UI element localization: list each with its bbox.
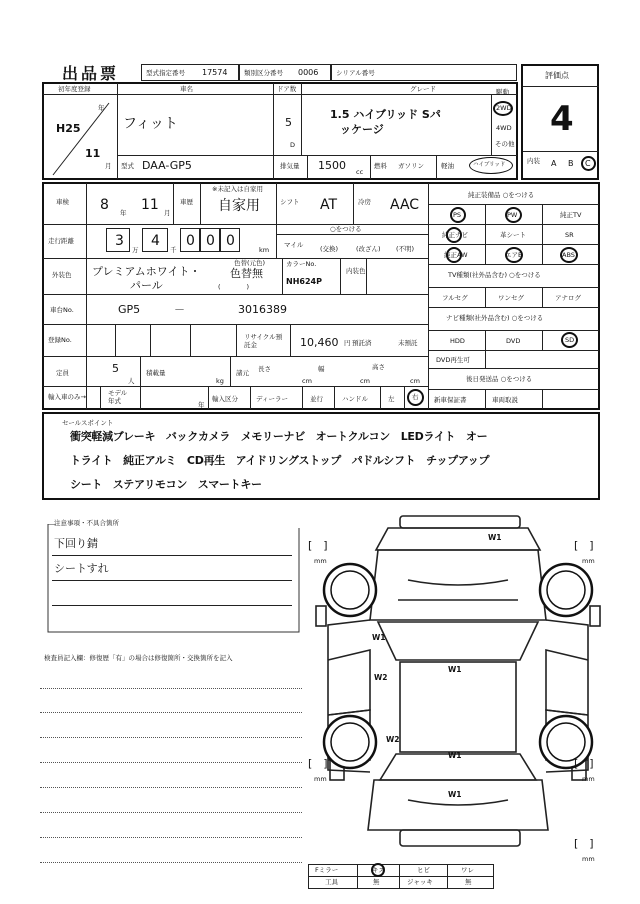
inspection-month: 11 bbox=[141, 197, 159, 213]
model-year-unit: 年 bbox=[198, 401, 205, 409]
damage-rear-panel: W1 bbox=[448, 751, 462, 760]
opt-aw: 純正AW bbox=[444, 251, 468, 259]
sales-line-1: 衝突軽減ブレーキ バックカメラ メモリーナビ オートクルコン LEDライト オー bbox=[70, 430, 488, 443]
chassis-prefix: GP5 bbox=[118, 303, 141, 316]
mm-bottom-right: mm bbox=[582, 855, 595, 863]
damage-left-rear: W2 bbox=[386, 735, 400, 744]
nav-dvd: DVD bbox=[506, 337, 521, 345]
class-number-box bbox=[239, 64, 331, 81]
damage-left-door: W2 bbox=[374, 673, 388, 682]
first-reg-month: 11 bbox=[85, 147, 101, 160]
inspection-label: 車検 bbox=[56, 198, 69, 206]
type-number-label: 型式指定番号 bbox=[146, 69, 185, 77]
interior-label: 内装 bbox=[527, 157, 540, 165]
first-reg-era: H25 bbox=[56, 122, 81, 135]
width-cm: cm bbox=[360, 377, 370, 385]
mm-rear-right: mm bbox=[582, 775, 595, 783]
tv-title: TV種類(社外品含む) ○をつける bbox=[448, 271, 541, 279]
tv-fullseg: フルセグ bbox=[442, 294, 468, 302]
dvd-playback: DVD再生可 bbox=[436, 356, 470, 364]
inspector-label: 検査員記入欄：修復歴「有」の場合は修復箇所・交換箇所を記入 bbox=[44, 654, 233, 662]
first-reg-year-suffix: 年 bbox=[98, 104, 105, 112]
damage-front-bumper: W1 bbox=[488, 533, 502, 542]
car-diagram bbox=[308, 510, 608, 860]
tv-analog: アナログ bbox=[555, 294, 581, 302]
width-label: 幅 bbox=[318, 365, 325, 373]
serial-label: シリアル番号 bbox=[336, 69, 375, 77]
repaint-paren: ( ) bbox=[218, 283, 250, 291]
mirror-tools-table bbox=[308, 864, 494, 889]
usage-label: 車歴 bbox=[180, 198, 193, 206]
ext-color-label: 外装色 bbox=[52, 271, 72, 279]
bracket-front-left: [ ] bbox=[308, 539, 328, 552]
door-d: D bbox=[290, 141, 296, 149]
length-cm: cm bbox=[302, 377, 312, 385]
mile-label: マイル bbox=[284, 241, 304, 249]
height-cm: cm bbox=[410, 377, 420, 385]
mirror-crack: ヒビ bbox=[417, 866, 430, 874]
mileage-label: 走行距離 bbox=[48, 237, 74, 245]
mile-option-1: (交換) bbox=[320, 245, 339, 253]
first-reg-month-suffix: 月 bbox=[105, 162, 112, 170]
capacity-label: 定員 bbox=[56, 369, 69, 377]
fuel-gasoline: ガソリン bbox=[398, 162, 424, 170]
after-warranty: 新車保証書 bbox=[434, 396, 467, 404]
bracket-rear-right: [ ] bbox=[574, 757, 594, 770]
car-name: フィット bbox=[123, 116, 178, 132]
ext-color-line2: パール bbox=[130, 279, 163, 292]
mileage-digit-5: 0 bbox=[220, 228, 240, 252]
fuel-diesel: 軽油 bbox=[441, 162, 454, 170]
damage-left-fender: W1 bbox=[372, 633, 386, 642]
mm-front-right: mm bbox=[582, 557, 595, 565]
mirror-scratch: キズ bbox=[372, 866, 385, 874]
chassis-number: 3016389 bbox=[238, 303, 287, 316]
recycle-amount: 10,460 bbox=[300, 336, 339, 349]
recycle-yen: 円 bbox=[344, 339, 351, 347]
model-label: 型式 bbox=[121, 162, 134, 170]
mileage-digit-1: 3 bbox=[106, 228, 130, 252]
recycle-label: リサイクル預託金 bbox=[244, 333, 283, 350]
registration-label: 登録No. bbox=[48, 336, 72, 344]
mileage-unit-sen: 千 bbox=[170, 246, 177, 254]
opt-sr: SR bbox=[565, 231, 574, 239]
note-item-1: 下回り錆 bbox=[54, 537, 98, 550]
class-number-label: 類別区分番号 bbox=[244, 69, 283, 77]
grade-line1: 1.5 ハイブリッド Sパ bbox=[330, 108, 441, 121]
serial-box bbox=[331, 64, 517, 81]
mile-option-3: (不明) bbox=[396, 245, 415, 253]
color-no: NH624P bbox=[286, 277, 322, 286]
shift-value: AT bbox=[320, 197, 338, 213]
import-label: 輸入車のみ→ bbox=[48, 393, 86, 401]
score-value: 4 bbox=[550, 99, 574, 139]
sales-line-2: トライト 純正アルミ CD再生 アイドリングストップ パドルシフト チップアップ bbox=[70, 454, 490, 467]
note-item-2: シートすれ bbox=[54, 562, 109, 575]
form-title: 出品票 bbox=[62, 64, 120, 83]
length-label: 長さ bbox=[258, 365, 271, 373]
grade-line2: ッケージ bbox=[340, 123, 384, 136]
damage-rear-bumper: W1 bbox=[448, 790, 462, 799]
interior-c: C bbox=[585, 159, 591, 168]
inspection-year: 8 bbox=[100, 197, 109, 213]
mileage-km: km bbox=[259, 246, 270, 254]
handle-left: 左 bbox=[388, 395, 395, 403]
mileage-digit-2: 4 bbox=[142, 228, 168, 252]
score-box bbox=[521, 64, 599, 180]
displacement-label: 排気量 bbox=[280, 162, 300, 170]
opt-ps: PS bbox=[453, 211, 462, 219]
import-type-label: 輸入区分 bbox=[212, 395, 238, 403]
bracket-bottom-right: [ ] bbox=[574, 837, 594, 850]
ext-color-line1: プレミアムホワイト・ bbox=[92, 265, 201, 278]
load-kg: kg bbox=[216, 377, 224, 385]
jack-label: ジャッキ bbox=[407, 878, 433, 886]
repaint-value: 色替無 bbox=[230, 267, 263, 280]
drive-other: その他 bbox=[495, 140, 515, 148]
usage-value: 自家用 bbox=[218, 198, 260, 214]
type-number-box bbox=[141, 64, 239, 81]
first-reg-label: 初年度登録 bbox=[58, 85, 91, 93]
tools-value: 無 bbox=[373, 878, 380, 886]
inspection-year-suffix: 年 bbox=[120, 209, 127, 217]
f-mirror-label: Fミラー bbox=[315, 866, 339, 874]
import-dealer: ディーラー bbox=[256, 395, 288, 403]
nav-hdd: HDD bbox=[450, 337, 465, 345]
nav-title: ナビ種類(社外品含む) ○をつける bbox=[446, 314, 544, 322]
circle-note: ○をつける bbox=[330, 225, 362, 233]
ac-value: AAC bbox=[390, 197, 420, 213]
tv-oneseg: ワンセグ bbox=[498, 294, 524, 302]
inspection-month-suffix: 月 bbox=[164, 209, 171, 217]
chassis-dash: － bbox=[174, 303, 185, 316]
fuel-hybrid: ハイブリッド bbox=[473, 162, 506, 168]
after-title: 後日発送品 ○をつける bbox=[466, 375, 533, 383]
sales-label: セールスポイント bbox=[62, 419, 114, 427]
mm-rear-left: mm bbox=[314, 775, 327, 783]
cc-unit: cc bbox=[356, 168, 364, 176]
drive-4wd: 4WD bbox=[496, 124, 512, 132]
repaint-label: 色替(元色) bbox=[234, 259, 266, 267]
capacity-unit: 人 bbox=[128, 377, 135, 385]
recycle-unpaid: 未預託 bbox=[398, 339, 418, 347]
interior-a: A bbox=[551, 159, 557, 168]
damage-roof: W1 bbox=[448, 665, 462, 674]
handle-label: ハンドル bbox=[342, 395, 368, 403]
color-no-label: カラーNo. bbox=[286, 260, 317, 268]
bracket-front-right: [ ] bbox=[574, 539, 594, 552]
model-year-label: モデル年式 bbox=[108, 389, 128, 405]
mileage-digit-3: 0 bbox=[180, 228, 200, 252]
car-name-label: 車名 bbox=[180, 85, 193, 93]
opt-pw: PW bbox=[507, 211, 518, 219]
ac-label: 冷房 bbox=[358, 198, 371, 206]
doors-label: ドア数 bbox=[277, 85, 297, 93]
fuel-label: 燃料 bbox=[374, 162, 387, 170]
chassis-label: 車台No. bbox=[50, 306, 74, 314]
mm-front-left: mm bbox=[314, 557, 327, 565]
displacement-value: 1500 bbox=[318, 159, 346, 172]
tools-label: 工具 bbox=[325, 878, 338, 886]
height-label: 高さ bbox=[372, 363, 385, 371]
after-manual: 車両取説 bbox=[492, 396, 518, 404]
notes-label: 注意事項・不具合箇所 bbox=[54, 519, 119, 527]
mile-option-2: (改ざん) bbox=[356, 245, 381, 253]
jack-value: 無 bbox=[465, 878, 472, 886]
interior-b: B bbox=[568, 159, 574, 168]
opt-leather: 革シート bbox=[500, 231, 526, 239]
doors-value: 5 bbox=[285, 116, 292, 129]
recycle-paid: 預託済 bbox=[352, 339, 372, 347]
opt-abs: ABS bbox=[562, 251, 575, 259]
grade-label: グレード bbox=[410, 85, 436, 93]
model-value: DAA-GP5 bbox=[142, 159, 192, 172]
drive-label: 駆動 bbox=[496, 88, 509, 96]
dims-label: 諸元 bbox=[236, 369, 249, 377]
bracket-rear-left: [ ] bbox=[308, 757, 328, 770]
opt-tv: 純正TV bbox=[560, 211, 582, 219]
handle-right: 右 bbox=[412, 393, 419, 401]
type-number: 17574 bbox=[202, 68, 228, 77]
shift-label: シフト bbox=[280, 198, 300, 206]
drive-2wd: 2WD bbox=[496, 104, 512, 112]
load-label: 積載量 bbox=[146, 369, 166, 377]
capacity-value: 5 bbox=[112, 362, 119, 375]
class-number: 0006 bbox=[298, 68, 319, 77]
nav-sd: SD bbox=[565, 336, 575, 344]
sales-line-3: シート ステアリモコン スマートキー bbox=[70, 478, 262, 491]
mileage-digit-4: 0 bbox=[200, 228, 220, 252]
opt-nav: 純正ナビ bbox=[442, 231, 468, 239]
import-parallel: 並行 bbox=[310, 395, 323, 403]
opt-airbag: エアB bbox=[505, 251, 523, 259]
int-color-label: 内装色 bbox=[346, 267, 366, 275]
sales-points-box bbox=[42, 412, 600, 500]
usage-note: ※未記入は自家用 bbox=[212, 185, 263, 193]
mirror-break: ワレ bbox=[461, 866, 474, 874]
mileage-unit-man: 万 bbox=[132, 246, 139, 254]
options-title: 純正装備品 ○をつける bbox=[468, 191, 535, 199]
score-label: 評価点 bbox=[545, 71, 569, 80]
